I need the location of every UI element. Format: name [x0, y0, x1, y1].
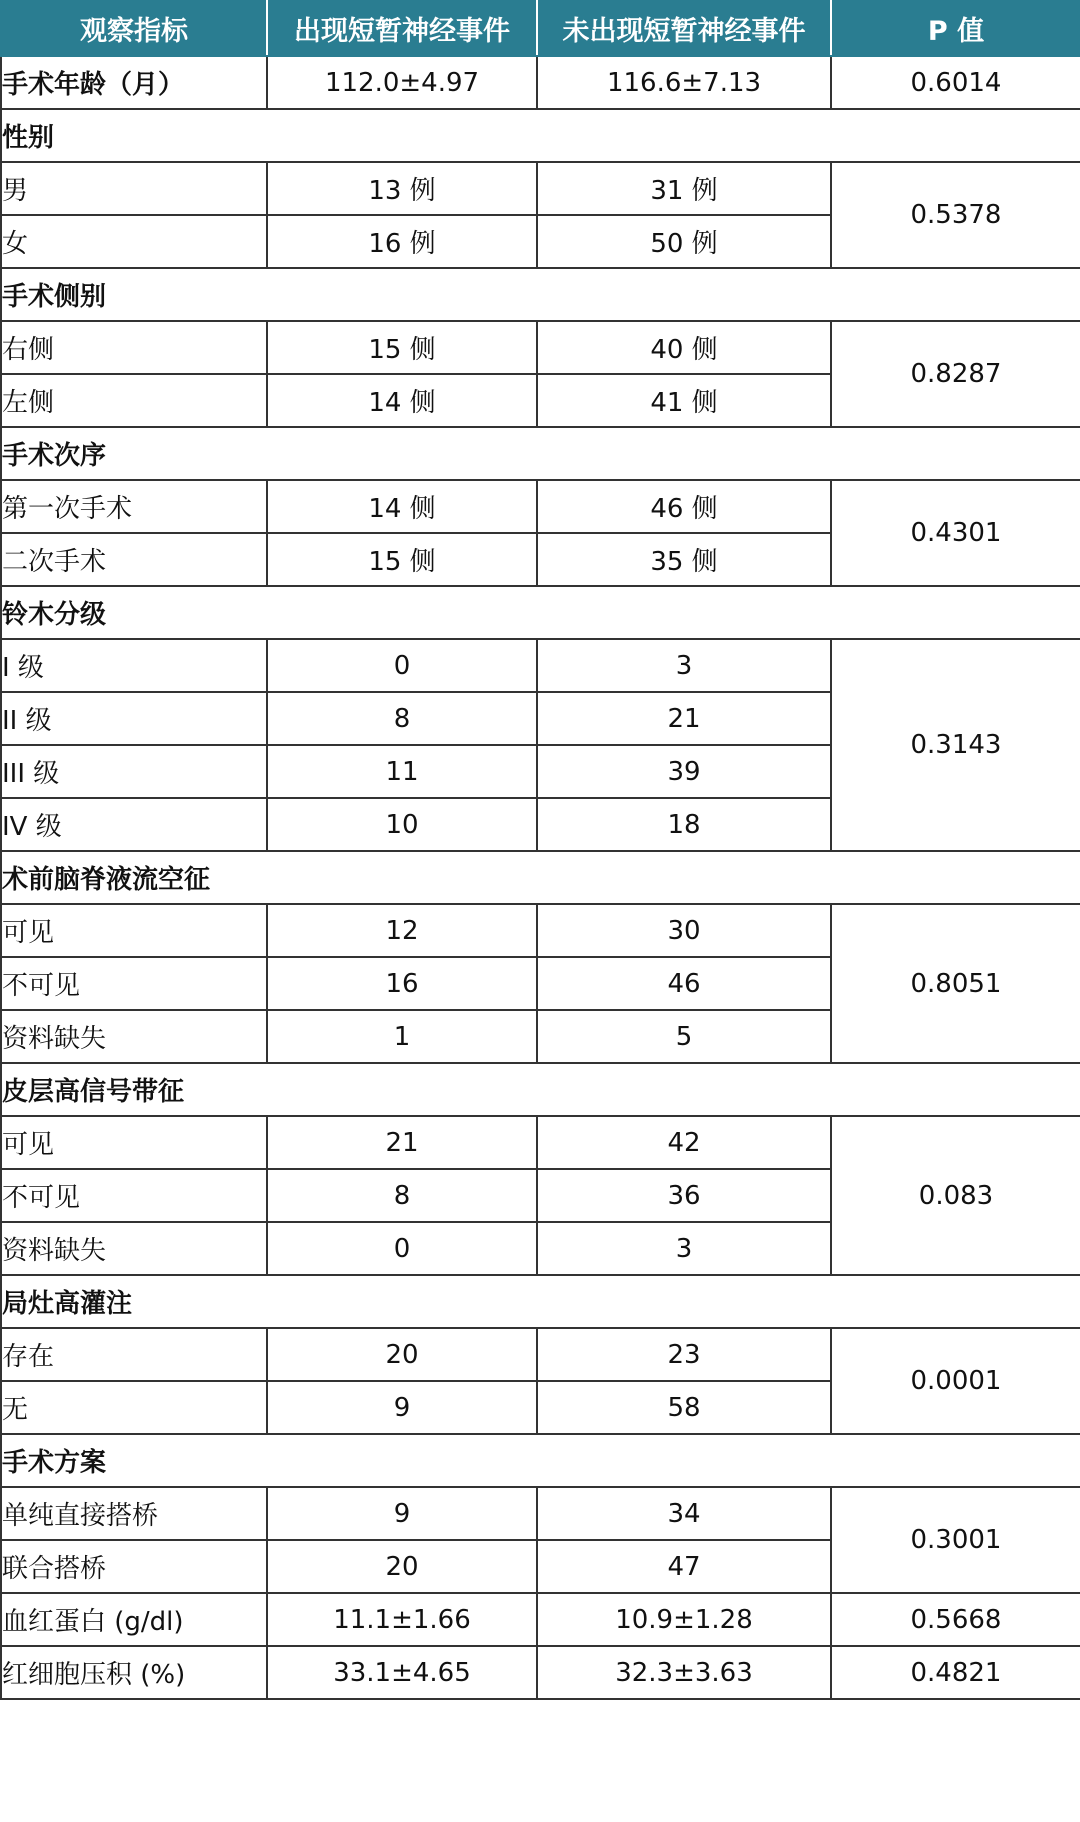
- row-label: 可见: [1, 1116, 267, 1169]
- row-label: 血红蛋白 (g/dl): [1, 1593, 267, 1646]
- header-indicator: 观察指标: [1, 1, 267, 56]
- row-label: 单纯直接搭桥: [1, 1487, 267, 1540]
- event-value: 20: [267, 1328, 537, 1381]
- section-title: 皮层高信号带征: [1, 1063, 1080, 1116]
- no-event-value: 35 侧: [537, 533, 831, 586]
- no-event-value: 34: [537, 1487, 831, 1540]
- no-event-value: 3: [537, 1222, 831, 1275]
- section-row: [1, 109, 1080, 162]
- row-label: 第一次手术: [1, 480, 267, 533]
- event-value: 9: [267, 1381, 537, 1434]
- table-row: [1, 639, 1080, 692]
- event-value: 21: [267, 1116, 537, 1169]
- no-event-value: 47: [537, 1540, 831, 1593]
- header-no-event: 未出现短暂神经事件: [537, 1, 831, 56]
- no-event-value: 21: [537, 692, 831, 745]
- header-p-value: P 值: [831, 1, 1080, 56]
- p-value: 0.083: [831, 1116, 1080, 1275]
- p-value: 0.8051: [831, 904, 1080, 1063]
- row-label: 可见: [1, 904, 267, 957]
- row-label: 资料缺失: [1, 1010, 267, 1063]
- p-value: 0.6014: [831, 56, 1080, 109]
- no-event-value: 46 侧: [537, 480, 831, 533]
- table-row: [1, 480, 1080, 533]
- row-label: 手术年龄（月）: [1, 56, 267, 109]
- section-title: 手术侧别: [1, 268, 1080, 321]
- section-row: [1, 427, 1080, 480]
- row-label: 红细胞压积 (%): [1, 1646, 267, 1699]
- no-event-value: 41 侧: [537, 374, 831, 427]
- no-event-value: 39: [537, 745, 831, 798]
- no-event-value: 5: [537, 1010, 831, 1063]
- section-row: [1, 1063, 1080, 1116]
- section-title: 性别: [1, 109, 1080, 162]
- no-event-value: 31 例: [537, 162, 831, 215]
- table-row: [1, 162, 1080, 215]
- p-value: 0.4821: [831, 1646, 1080, 1699]
- event-value: 1: [267, 1010, 537, 1063]
- section-row: [1, 1275, 1080, 1328]
- no-event-value: 50 例: [537, 215, 831, 268]
- section-title: 铃木分级: [1, 586, 1080, 639]
- row-label: I 级: [1, 639, 267, 692]
- row-label: 男: [1, 162, 267, 215]
- row-label: 无: [1, 1381, 267, 1434]
- table-row: [1, 1487, 1080, 1540]
- header-event: 出现短暂神经事件: [267, 1, 537, 56]
- no-event-value: 40 侧: [537, 321, 831, 374]
- event-value: 10: [267, 798, 537, 851]
- event-value: 20: [267, 1540, 537, 1593]
- event-value: 0: [267, 639, 537, 692]
- p-value: 0.3143: [831, 639, 1080, 851]
- event-value: 14 侧: [267, 374, 537, 427]
- row-label: 不可见: [1, 1169, 267, 1222]
- no-event-value: 23: [537, 1328, 831, 1381]
- section-row: [1, 586, 1080, 639]
- table-row: [1, 1328, 1080, 1381]
- no-event-value: 10.9±1.28: [537, 1593, 831, 1646]
- event-value: 8: [267, 1169, 537, 1222]
- p-value: 0.3001: [831, 1487, 1080, 1593]
- event-value: 8: [267, 692, 537, 745]
- no-event-value: 42: [537, 1116, 831, 1169]
- section-title: 手术次序: [1, 427, 1080, 480]
- no-event-value: 36: [537, 1169, 831, 1222]
- event-value: 33.1±4.65: [267, 1646, 537, 1699]
- table-row: [1, 1646, 1080, 1699]
- no-event-value: 18: [537, 798, 831, 851]
- no-event-value: 3: [537, 639, 831, 692]
- event-value: 15 侧: [267, 321, 537, 374]
- table-row: [1, 56, 1080, 109]
- row-label: II 级: [1, 692, 267, 745]
- event-value: 11.1±1.66: [267, 1593, 537, 1646]
- row-label: 不可见: [1, 957, 267, 1010]
- row-label: 存在: [1, 1328, 267, 1381]
- p-value: 0.4301: [831, 480, 1080, 586]
- table-row: [1, 1593, 1080, 1646]
- event-value: 9: [267, 1487, 537, 1540]
- table-row: [1, 904, 1080, 957]
- section-row: [1, 1434, 1080, 1487]
- row-label: III 级: [1, 745, 267, 798]
- section-title: 局灶高灌注: [1, 1275, 1080, 1328]
- table-row: [1, 321, 1080, 374]
- event-value: 16 例: [267, 215, 537, 268]
- section-row: [1, 268, 1080, 321]
- event-value: 15 侧: [267, 533, 537, 586]
- no-event-value: 116.6±7.13: [537, 56, 831, 109]
- p-value: 0.0001: [831, 1328, 1080, 1434]
- event-value: 112.0±4.97: [267, 56, 537, 109]
- row-label: 左侧: [1, 374, 267, 427]
- section-title: 术前脑脊液流空征: [1, 851, 1080, 904]
- no-event-value: 58: [537, 1381, 831, 1434]
- event-value: 14 侧: [267, 480, 537, 533]
- row-label: 女: [1, 215, 267, 268]
- header-row: [1, 1, 1080, 56]
- no-event-value: 46: [537, 957, 831, 1010]
- table-row: [1, 1116, 1080, 1169]
- event-value: 11: [267, 745, 537, 798]
- event-value: 16: [267, 957, 537, 1010]
- event-value: 12: [267, 904, 537, 957]
- p-value: 0.5378: [831, 162, 1080, 268]
- event-value: 13 例: [267, 162, 537, 215]
- no-event-value: 30: [537, 904, 831, 957]
- section-title: 手术方案: [1, 1434, 1080, 1487]
- event-value: 0: [267, 1222, 537, 1275]
- p-value: 0.8287: [831, 321, 1080, 427]
- section-row: [1, 851, 1080, 904]
- row-label: 资料缺失: [1, 1222, 267, 1275]
- row-label: IV 级: [1, 798, 267, 851]
- row-label: 二次手术: [1, 533, 267, 586]
- no-event-value: 32.3±3.63: [537, 1646, 831, 1699]
- row-label: 联合搭桥: [1, 1540, 267, 1593]
- p-value: 0.5668: [831, 1593, 1080, 1646]
- row-label: 右侧: [1, 321, 267, 374]
